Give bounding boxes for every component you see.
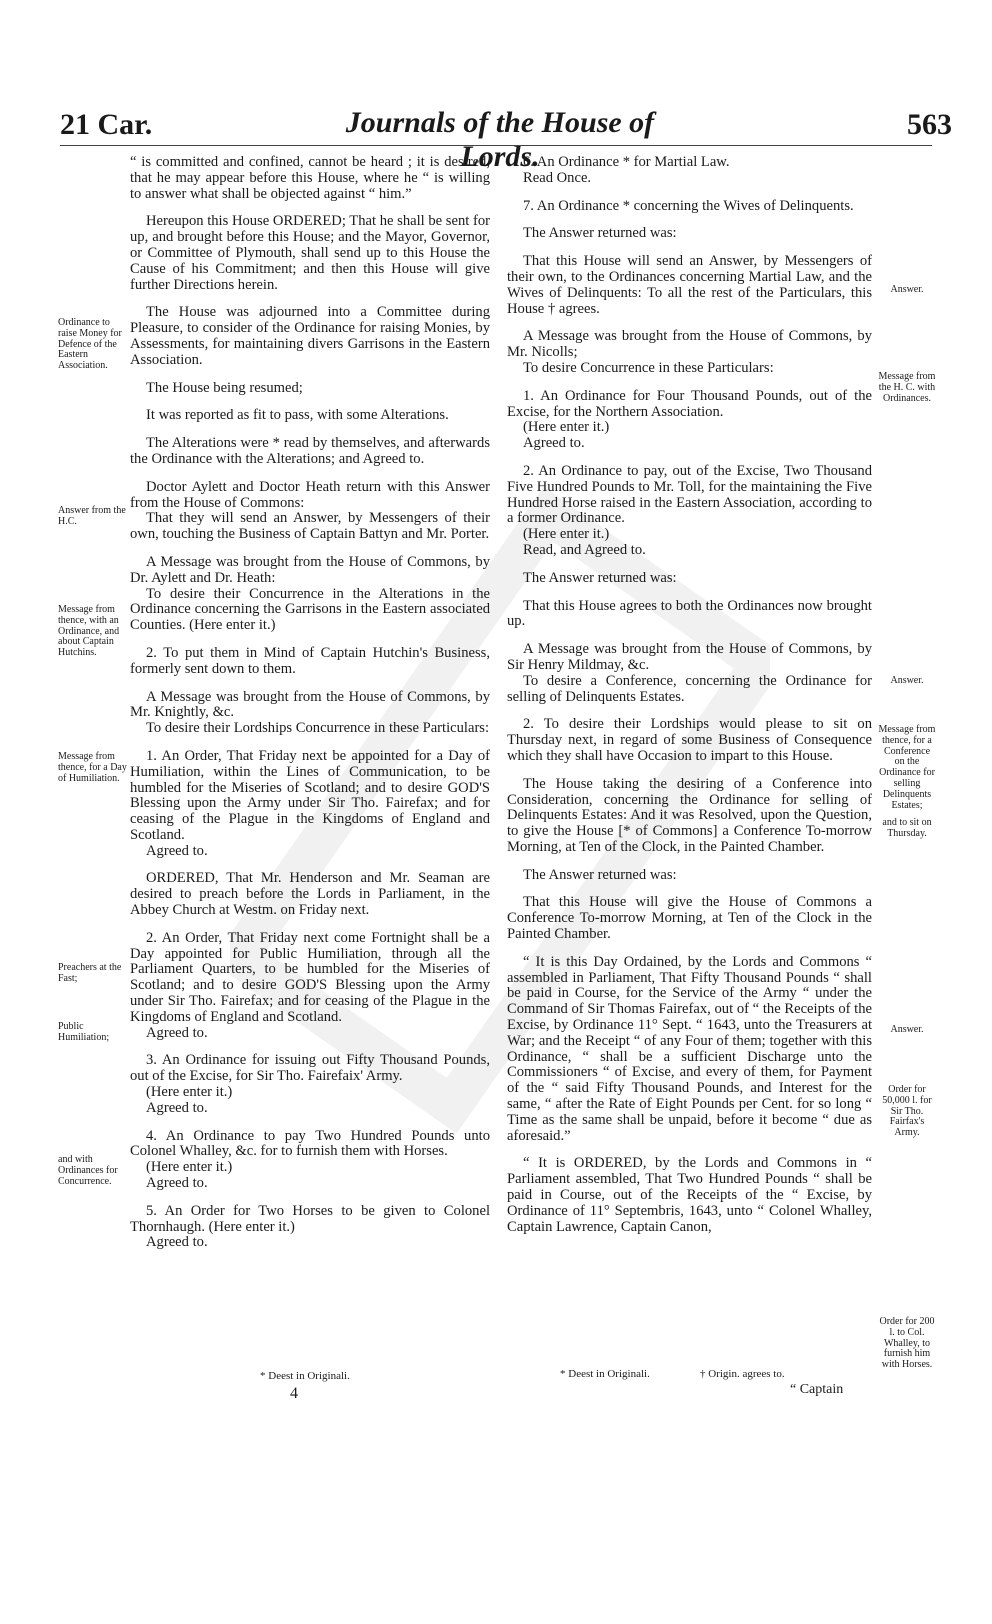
margin-note: Message from thence, with an Ordinance, and about Captain Hutchins.: [58, 604, 120, 659]
margin-note: Order for 200 l. to Col. Whalley, to furnish him with Horses.: [879, 1316, 935, 1371]
paragraph: Agreed to.: [146, 1099, 208, 1116]
paragraph: A Message was brought from the House of Commons, by Dr. Aylett and Dr. Heath:: [130, 553, 490, 586]
paragraph: 1. An Order, That Friday next be appointed for a Day of Humiliation, within the Lines of Communication, to be humbled for the Miseries of Scotland; and to desire GOD'S Blessing upon the Army under Sir Tho. Fairefax; and for ceasing of the Plague in the Kingdoms of England and Scotland.: [130, 747, 490, 843]
margin-note: Answer.: [890, 675, 924, 686]
paragraph: A Message was brought from the House of Commons, by Mr. Knightly, &c.: [130, 688, 490, 721]
paragraph: Agreed to.: [523, 435, 585, 452]
paragraph: ORDERED, That Mr. Henderson and Mr. Seaman are desired to preach before the Lords in Parliament, in the Abbey Church at Westm. on Friday next.: [130, 870, 490, 919]
paragraph: (Here enter it.): [523, 526, 610, 543]
paragraph: 6. An Ordinance * for Martial Law.: [523, 154, 730, 170]
paragraph: That they will send an Answer, by Messengers of their own, touching the Business of Captain Battyn and Mr. Porter.: [130, 510, 490, 543]
running-title: Journals of the House of Lords.: [345, 106, 655, 173]
paragraph: The Alterations were * read by themselves, and afterwards the Ordinance with the Alterations; and Agreed to.: [130, 435, 490, 467]
margin-note: Preachers at the Fast;: [58, 962, 122, 984]
regnal-year: 21 Car.: [60, 108, 153, 141]
paragraph: That this House will give the House of Commons a Conference To-morrow Morning, at Ten of the Clock in the Painted Chamber.: [507, 894, 872, 943]
signature-mark: 4: [290, 1385, 298, 1402]
margin-note: Answer.: [890, 284, 924, 295]
paragraph: “ It is this Day Ordained, by the Lords and Commons “ assembled in Parliament, That Fifty Thousand Pounds “ shall be paid in Course, for the Service of the Army “ under the Command of Sir Thomas Fairefax, out of “ the Receipts of the Excise, by Ordinance 11° Sept. “ 1643, unto the Treasurers at War; and the Receipt “ of any Four of them; together with this Ordinance, “ shall be a sufficient Discharge unto the Commissioners “ of Excise, and every of them, for Payment of the “ said Fifty Thousand Pounds, and Interest for the same, “ after the Rate of Eight Pounds per Cent. for so long “ Time as the same shall be unpaid, before it become “ due as aforesaid.”: [507, 953, 872, 1144]
paragraph: It was reported as fit to pass, with some Alterations.: [146, 407, 449, 424]
paragraph: To desire their Concurrence in the Alterations in the Ordinance concerning the Garrisons in the Eastern associated Counties. (Here enter it.): [130, 585, 490, 634]
margin-note: Message from thence, for a Conference on the Ordinance for selling Delinquents Estates;: [878, 724, 936, 811]
paragraph: The House taking the desiring of a Conference into Consideration, concerning the Ordinance for selling of Delinquents Estates: And it was Resolved, upon the Question, to give the House [* of Commons] a Conference To-morrow Morning, at Ten of the Clock, in the Painted Chamber.: [507, 775, 872, 855]
paragraph: To desire a Conference, concerning the Ordinance for selling of Delinquents Estates.: [507, 672, 872, 705]
footnote: * Deest in Originali.: [560, 1368, 650, 1380]
margin-note: Ordinance to raise Money for Defence of the Eastern Association.: [58, 317, 122, 372]
paragraph: A Message was brought from the House of Commons, by Sir Henry Mildmay, &c.: [507, 641, 872, 673]
paragraph: Agreed to.: [146, 842, 208, 859]
paragraph: 2. To desire their Lordships would please to sit on Thursday next, in regard of some Business of Consequence which they shall have Occasion to impart to this House.: [507, 716, 872, 764]
paragraph: Read, and Agreed to.: [523, 541, 646, 558]
paragraph: 7. An Ordinance * concerning the Wives of Delinquents.: [523, 197, 854, 214]
paragraph: 3. An Ordinance for issuing out Fifty Thousand Pounds, out of the Excise, for Sir Tho. Fairefaix' Army.: [130, 1052, 490, 1085]
paragraph: To desire Concurrence in these Particulars:: [523, 359, 774, 376]
paragraph: 4. An Ordinance to pay Two Hundred Pounds unto Colonel Whalley, &c. for to furnish them with Horses.: [130, 1127, 490, 1160]
catchword: “ Captain: [790, 1382, 844, 1397]
margin-note: Message from thence, for a Day of Humiliation.: [58, 751, 127, 784]
paragraph: Hereupon this House ORDERED; That he shall be sent for up, and brought before this House; and the Mayor, Governor, or Committee of Plymouth, shall send up to this House the Cause of his Commitment; and then this House will give further Directions herein.: [130, 213, 490, 293]
paragraph: “ It is ORDERED, by the Lords and Commons in “ Parliament assembled, That Two Hundred Pounds “ shall be paid in Course, out of the Receipts of the “ Excise, by Ordinance of 11° Septembris, 1643, unto “ Colonel Whalley, Captain Lawrence, Captain Canon,: [507, 1155, 872, 1235]
margin-note: Order for 50,000 l. for Sir Tho. Fairfax's Army.: [882, 1084, 932, 1139]
paragraph: Agreed to.: [146, 1175, 208, 1192]
paragraph: The Answer returned was:: [523, 225, 677, 242]
paragraph: A Message was brought from the House of Commons, by Mr. Nicolls;: [507, 328, 872, 361]
paragraph: 2. An Order, That Friday next come Fortnight shall be a Day appointed for Public Humiliation, through all the Parliament Quarters, to be humbled for the Miseries of Scotland; and to desire GOD'S Blessing upon the Army under Sir Tho. Fairefax; and for ceasing of the Plague in the Kingdoms of England and Scotland.: [130, 929, 490, 1025]
paragraph: The House was adjourned into a Committee during Pleasure, to consider of the Ordinance for raising Monies, by Assessments, for maintaining divers Garrisons in the Eastern Association.: [130, 304, 490, 368]
page-number: 563: [907, 108, 952, 141]
margin-note: Answer.: [890, 1024, 924, 1035]
paragraph: 2. An Ordinance to pay, out of the Excise, Two Thousand Five Hundred Pounds to Mr. Toll, for the maintaining the Five Hundred Horse raised in the Eastern Association, according to a former Ordinance.: [507, 462, 872, 527]
paragraph: Agreed to.: [146, 1024, 208, 1041]
margin-note: Message from the H. C. with Ordinances.: [878, 371, 936, 404]
paragraph: That this House will send an Answer, by Messengers of their own, to the Ordinances concerning Martial Law, and the Wives of Delinquents: To all the rest of the Particulars, this House † agrees.: [507, 253, 872, 317]
paragraph: The Answer returned was:: [523, 569, 677, 586]
margin-note: Public Humiliation;: [58, 1021, 110, 1043]
paragraph: (Here enter it.): [146, 1159, 233, 1176]
paragraph: (Here enter it.): [523, 419, 610, 436]
paragraph: To desire their Lordships Concurrence in these Particulars:: [146, 720, 490, 737]
right-column: [507, 155, 872, 1235]
paragraph: (Here enter it.): [146, 1084, 233, 1101]
paragraph: That this House agrees to both the Ordinances now brought up.: [507, 597, 872, 630]
paragraph: Doctor Aylett and Doctor Heath return with this Answer from the House of Commons:: [130, 478, 490, 511]
margin-note: Answer from the H.C.: [58, 505, 126, 527]
margin-note: and with Ordinances for Concurrence.: [58, 1154, 118, 1187]
header-rule: [60, 145, 932, 146]
footnote: * Deest in Originali.: [260, 1370, 350, 1382]
paragraph: Read Once.: [523, 169, 592, 186]
paragraph: 2. To put them in Mind of Captain Hutchin's Business, formerly sent down to them.: [130, 644, 490, 677]
paragraph: 1. An Ordinance for Four Thousand Pounds, out of the Excise, for the Northern Association.: [507, 387, 872, 420]
paragraph: The Answer returned was:: [523, 866, 677, 883]
margin-note: and to sit on Thursday.: [882, 817, 932, 839]
paragraph: 5. An Order for Two Horses to be given to Colonel Thornhaugh. (Here enter it.): [130, 1202, 490, 1235]
paragraph: The House being resumed;: [146, 379, 303, 396]
left-column: [130, 155, 490, 1251]
paragraph: “ is committed and confined, cannot be heard ; it is desired, that he may appear before this House, where he “ is willing to answer what shall be objected against “ him.”: [130, 154, 490, 202]
footnote: † Origin. agrees to.: [700, 1368, 785, 1380]
paragraph: Agreed to.: [146, 1234, 208, 1251]
